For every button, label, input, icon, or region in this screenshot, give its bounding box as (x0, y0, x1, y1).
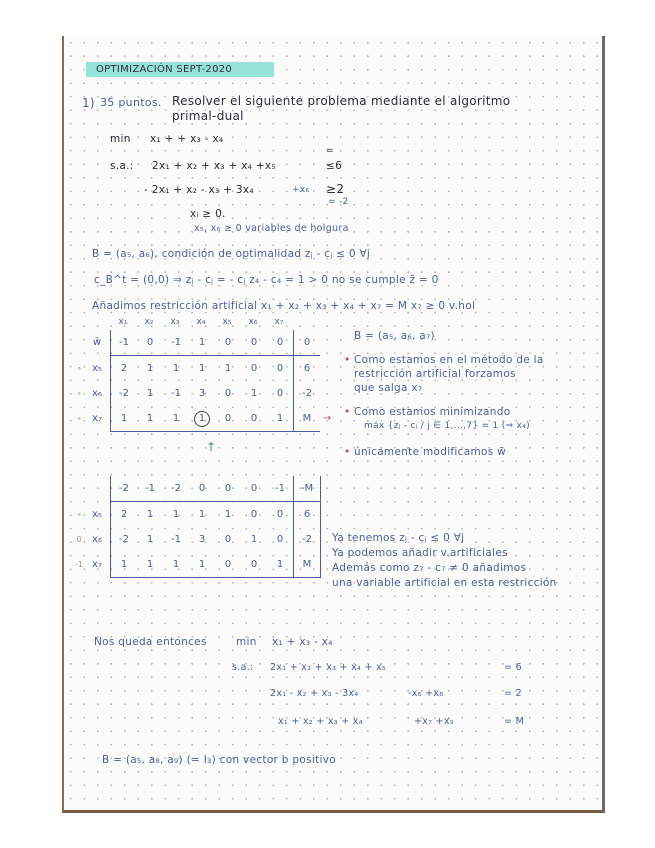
column-header: x₂ (144, 317, 154, 327)
tableau-cell: 0 (276, 509, 284, 520)
rhs-cell: M (294, 406, 321, 432)
tableau-cell: 0 (250, 509, 258, 520)
column-header: x₅ (222, 317, 232, 327)
final-constraint-3: x₁ + x₂ + x₃ + x₄ (278, 716, 363, 727)
bullet: • (344, 354, 351, 366)
problem-points: 35 puntos. (100, 96, 162, 109)
tableau-cell: 0 (276, 534, 284, 545)
tableau-cell: 3 (198, 534, 206, 545)
column-header: x₄ (196, 317, 206, 327)
column-header: x₇ (274, 317, 284, 327)
rhs-cell: 6 (294, 502, 321, 528)
tableau-cell: 0 (241, 330, 267, 356)
basis-note: B = (a₅, a₆), condición de optimalidad zⱼ - cⱼ ≤ 0 ∀j (92, 248, 371, 260)
cb-note: c_B^t = (0,0) ⇒ zⱼ - cⱼ = - cⱼ z₄ - c₄ = 1 > 0 no se cumple z̄ = 0 (94, 274, 439, 286)
constraint-1-rhs: ≤6 (326, 160, 343, 172)
tableau-cell: -2 (111, 476, 138, 502)
tableau-cell: 1 (189, 552, 215, 578)
column-header: x₁ (118, 317, 128, 327)
tableau-cell: 3 (198, 388, 206, 399)
slack-note: x₅, x₆ ≥ 0 variables de holgura (194, 223, 349, 234)
row-label: x₆ (84, 527, 111, 552)
tableau-cell: -1 (137, 476, 163, 502)
tableau-cell: -1 (171, 534, 181, 545)
tableau-cell: 1 (172, 509, 180, 520)
pivot-element: 1 (194, 411, 210, 427)
notebook-page (62, 36, 605, 813)
tableau-row (74, 527, 321, 552)
final-constraint-2-tail: -x₆ +x₈ (408, 688, 444, 699)
column-header: x₃ (170, 317, 180, 327)
page-title: OPTIMIZACIÓN SEPT-2020 (96, 64, 233, 75)
basis-cost (74, 330, 84, 356)
tableau-cell: -1 (267, 476, 294, 502)
spacer-cell (320, 356, 334, 382)
statement-line-2: primal-dual (172, 109, 244, 123)
side-note-2-line: Como estamos minimizando (354, 406, 511, 418)
tableau-cell: -1 (171, 388, 181, 399)
objective: x₁ + + x₃ - x₄ (150, 133, 224, 145)
tableau-cell: 0 (215, 552, 241, 578)
tableau-cell: 0 (267, 330, 294, 356)
st-label: s.a.: (110, 160, 134, 172)
row-label: x₅ (84, 502, 111, 528)
side-note-1-line: restricción artificial forzamos (354, 368, 516, 380)
tableau-row (74, 381, 334, 406)
tableau-cell: 0 (241, 552, 267, 578)
tableau-cell: 0 (241, 476, 267, 502)
tableau-cell: 0 (276, 363, 284, 374)
tableau-cell: -2 (163, 476, 189, 502)
basis-cost: ∘ (76, 509, 82, 519)
tableau-cell: 1 (146, 363, 154, 374)
side2-line: Ya tenemos zⱼ - cⱼ ≤ 0 ∀j (332, 532, 465, 544)
side-note-2-line: máx {zⱼ - cⱼ / j ∈ 1,...,7} = 1 (⇒ x₄) (364, 421, 530, 431)
tableau-cell: 1 (137, 406, 163, 432)
row-label: x₆ (84, 381, 111, 406)
final-constraint-3-tail: +x₇ +x₉ (414, 716, 454, 727)
tableau-cell: 1 (198, 509, 206, 520)
tableau-cell: 0 (224, 534, 232, 545)
tableau-cell: 1 (146, 388, 154, 399)
side2-line: Además como z₇ - c₇ ≠ 0 añadimos (332, 562, 527, 574)
tableau-cell: 1 (146, 509, 154, 520)
constraint-1-eq: = (326, 146, 334, 156)
tableau-row (74, 552, 321, 578)
reduced-cost-row (74, 476, 321, 502)
constraint-1: 2x₁ + x₂ + x₃ + x₄ +x₅ (152, 160, 276, 172)
tableau-cell: -1 (111, 330, 138, 356)
tableau-cell: 0 (250, 363, 258, 374)
tableau-cell: 0 (215, 330, 241, 356)
row-label: x₇ (84, 406, 111, 432)
constraint-2-slack: +x₆ (292, 185, 310, 195)
side2-line: Ya podemos añadir v.artificiales (332, 547, 508, 559)
row-label: w̄ (84, 330, 111, 356)
tableau-cell: 1 (163, 406, 189, 432)
side-note-3: únicamente modificamos w̄ (354, 446, 506, 458)
constraint-2-rhs: ≥2 (326, 182, 345, 196)
basis-cost: 0 (76, 535, 82, 544)
nonnegativity: xᵢ ≥ 0. (190, 208, 226, 220)
tableau-cell: 1 (224, 509, 232, 520)
rhs-cell: -2 (294, 381, 321, 406)
tableau-cell (189, 406, 215, 432)
column-header: x₆ (248, 317, 258, 327)
final-constraint-2-rhs: = 2 (504, 688, 522, 699)
tableau-2 (74, 476, 321, 578)
tableau-cell: 1 (146, 534, 154, 545)
spacer-cell (320, 381, 334, 406)
final-st-label: s.a.: (232, 662, 254, 673)
side-note-1-line: Como estamos en el método de la (354, 354, 544, 366)
tableau-row (74, 406, 334, 432)
problem-number: 1) (82, 96, 95, 110)
basis-cost: -1 (75, 560, 83, 570)
tableau-cell: 1 (198, 363, 206, 374)
final-basis: B = (a₅, a₈, a₉) (= I₃) con vector b positivo (102, 754, 336, 766)
final-constraint-1: 2x₁ + x₂ + x₃ + x₄ + x₅ (270, 662, 387, 673)
final-constraint-3-rhs: = M (504, 716, 525, 727)
final-objective: x₁ + x₃ - x₄ (272, 636, 333, 648)
constraint-2-alt: = -2 (328, 197, 349, 207)
row-label: x₇ (84, 552, 111, 578)
tableau-cell: -2 (119, 388, 129, 399)
tableau-cell: 1 (189, 330, 215, 356)
tableau-1 (74, 330, 334, 432)
rhs-cell: 6 (294, 356, 321, 382)
tableau-cell: 1 (250, 388, 258, 399)
side-basis: B = (a₅, a₆, a₇) (354, 330, 435, 342)
constraint-2: - 2x₁ + x₂ - x₃ + 3x₄ (144, 184, 254, 196)
tableau-cell: 1 (267, 406, 294, 432)
min-label: min (110, 133, 131, 145)
final-constraint-1-rhs: = 6 (504, 662, 522, 673)
tableau-cell: 1 (250, 534, 258, 545)
basis-cost: ∘ (76, 389, 82, 398)
row-label (84, 476, 111, 502)
tableau-cell: 0 (189, 476, 215, 502)
bullet: • (344, 406, 351, 418)
tableau-cell: 0 (137, 330, 163, 356)
rhs-cell: 0 (294, 330, 321, 356)
tableau-cell: 2 (120, 363, 128, 374)
rhs-cell: -M (294, 476, 321, 502)
tableau-row (74, 330, 334, 356)
spacer-cell (320, 330, 334, 356)
rhs-cell: M (294, 552, 321, 578)
tableau-cell: 2 (120, 509, 128, 520)
artificial-note: Añadimos restricción artificial x₁ + x₂ + x₃ + x₄ + x₇ = M x₇ ≥ 0 v.hol (92, 300, 476, 312)
bullet: • (344, 446, 351, 458)
final-constraint-2: 2x₁ - x₂ + x₃ - 3x₄ (270, 688, 359, 699)
tableau-cell: 1 (111, 552, 138, 578)
final-intro: Nos queda entonces (94, 636, 207, 648)
leaving-arrow: → (322, 413, 332, 425)
statement-line-1: Resolver el siguiente problema mediante el algoritmo (172, 94, 511, 108)
basis-cost: ∘ (76, 363, 82, 373)
tableau-cell: 1 (163, 552, 189, 578)
basis-cost: ∘ (76, 414, 82, 424)
tableau-cell: 0 (241, 406, 267, 432)
tableau-cell: 0 (224, 388, 232, 399)
tableau-cell: 1 (224, 363, 232, 374)
basis-cost (74, 476, 84, 502)
tableau-row (74, 356, 334, 382)
tableau-cell: 0 (276, 388, 284, 399)
rhs-cell: -2 (294, 527, 321, 552)
side-note-1-line: que salga x₇ (354, 382, 423, 394)
tableau-1-headers (110, 317, 292, 327)
tableau-cell: 1 (137, 552, 163, 578)
side2-line: una variable artificial en esta restricción (332, 577, 557, 589)
entering-arrow: ↑ (206, 440, 217, 454)
tableau-cell: -1 (163, 330, 189, 356)
final-min-label: min (236, 636, 257, 648)
tableau-cell: 0 (215, 476, 241, 502)
tableau-cell: 1 (111, 406, 138, 432)
row-label: x₅ (84, 356, 111, 382)
tableau-cell: 1 (267, 552, 294, 578)
tableau-cell: 1 (172, 363, 180, 374)
tableau-cell: 0 (215, 406, 241, 432)
tableau-row (74, 502, 321, 528)
tableau-cell: -2 (119, 534, 129, 545)
